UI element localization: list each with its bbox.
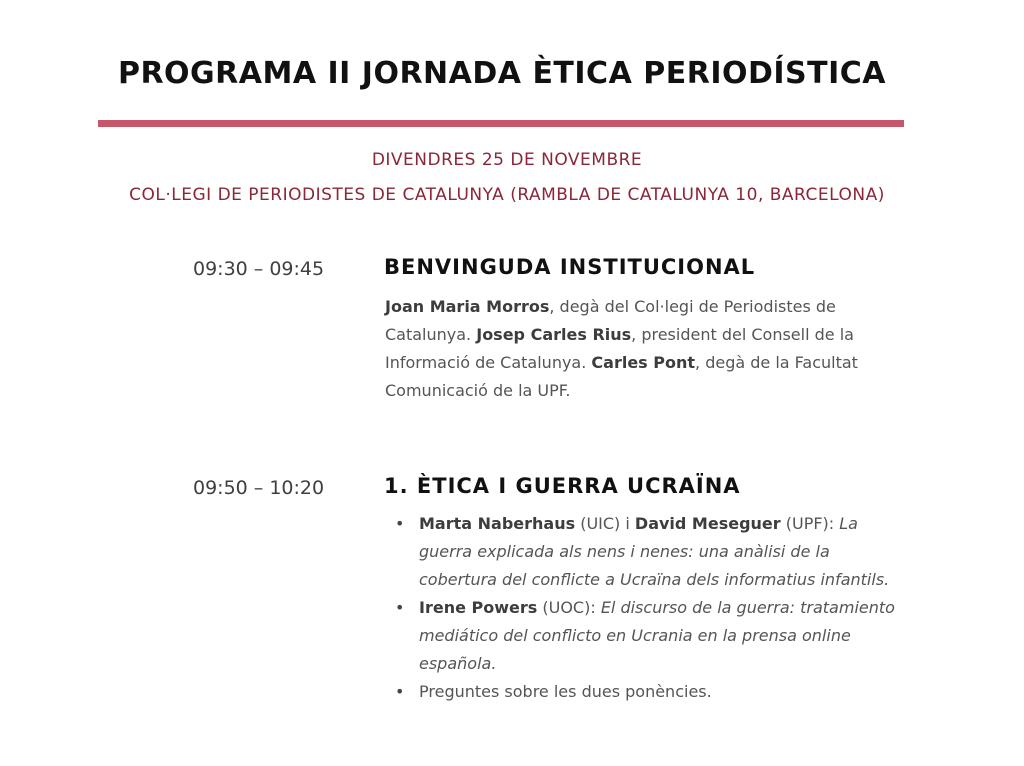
speaker-name: Joan Maria Morros [385, 297, 550, 316]
talk-list [395, 510, 895, 706]
speaker-role: , president del Consell de la Informació de Catalunya. [385, 325, 854, 372]
session-title: BENVINGUDA INSTITUCIONAL [384, 255, 756, 279]
speaker-name: Josep Carles Rius [476, 325, 632, 344]
speaker-name: Marta Naberhaus [419, 514, 576, 533]
list-item [395, 510, 895, 594]
list-item [395, 678, 895, 706]
speaker-role: , degà de la Facultat Comunicació de la UPF. [385, 353, 858, 400]
list-item [395, 594, 895, 678]
item-text: Preguntes sobre les dues ponències. [419, 682, 712, 701]
speaker-name: Carles Pont [591, 353, 696, 372]
speaker-name: David Meseguer [634, 514, 781, 533]
event-date: DIVENDRES 25 DE NOVEMBRE [371, 150, 643, 170]
session-description [385, 293, 895, 405]
session-time: 09:30 – 09:45 [193, 258, 325, 280]
speaker-affiliation: (UOC): [537, 598, 601, 617]
session-time: 09:50 – 10:20 [193, 477, 325, 499]
speaker-name: Irene Powers [419, 598, 538, 617]
session-title: 1. ÈTICA I GUERRA UCRAÏNA [384, 474, 741, 498]
event-venue: COL·LEGI DE PERIODISTES DE CATALUNYA (RAMBLA DE CATALUNYA 10, BARCELONA) [129, 185, 885, 205]
page-title: PROGRAMA II JORNADA ÈTICA PERIODÍSTICA [117, 56, 887, 91]
title-divider [98, 120, 904, 127]
speaker-affiliation: (UPF): [780, 514, 840, 533]
talk-title: El discurso de la guerra: tratamiento mediático del conflicto en Ucrania en la prensa online española. [419, 598, 895, 673]
speaker-role: , degà del Col·legi de Periodistes de Catalunya. [385, 297, 836, 344]
speaker-affiliation: (UIC) i [575, 514, 635, 533]
talk-title: La guerra explicada als nens i nenes: una anàlisi de la cobertura del conflicte a Ucraïna dels informatius infantils. [419, 514, 890, 589]
